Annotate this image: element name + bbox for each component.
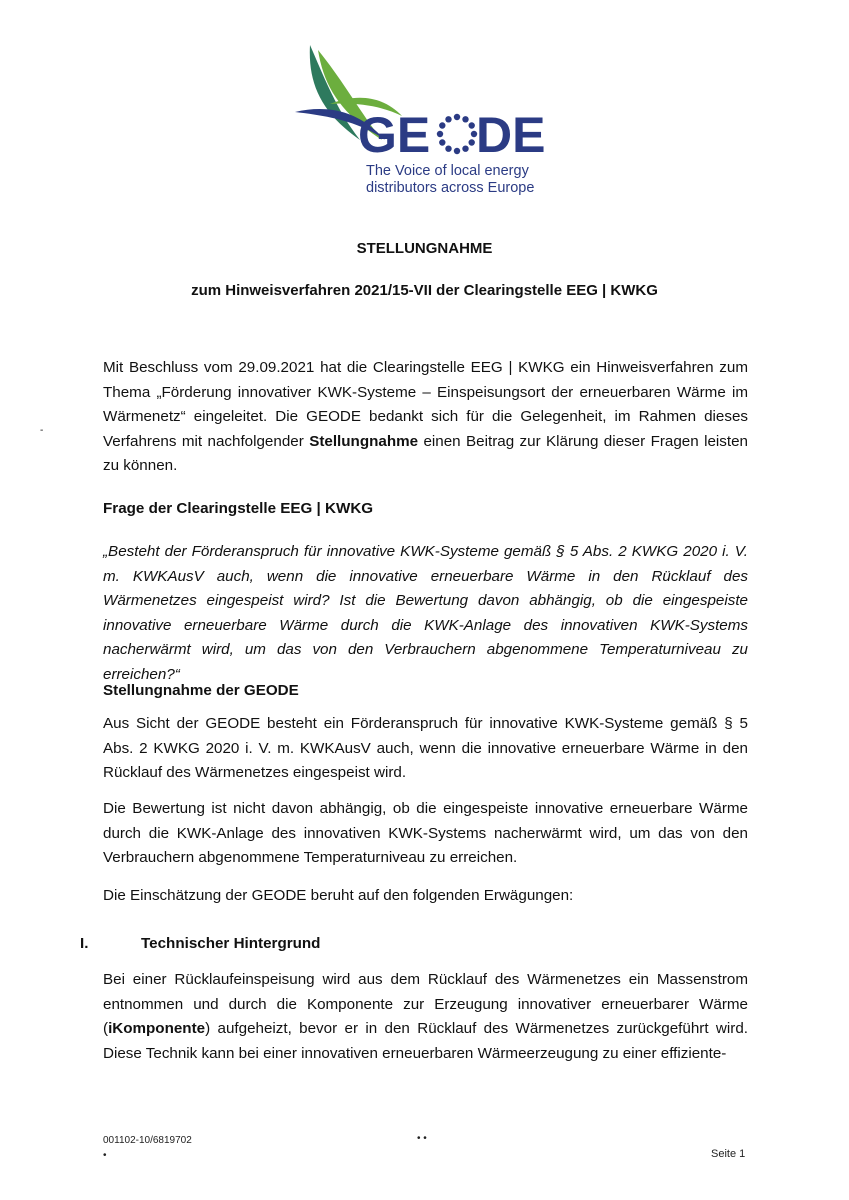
footer-center-bullets: • • xyxy=(417,1133,427,1144)
logo-star-ring xyxy=(437,114,477,154)
footer-page-number: Seite 1 xyxy=(711,1148,746,1160)
tagline-line-1: The Voice of local energy xyxy=(366,163,529,179)
answer-heading: Stellungnahme der GEODE xyxy=(103,682,299,699)
footer-bullet: • xyxy=(103,1150,107,1161)
document-subtitle: zum Hinweisverfahren 2021/15-VII der Clearingstelle EEG | KWKG xyxy=(191,282,658,299)
tagline-line-2: distributors across Europe xyxy=(366,180,535,196)
logo-tagline xyxy=(366,163,566,197)
answer-paragraph-2: Die Bewertung ist nicht davon abhängig, ob die eingespeiste innovative erneuerbare Wärme durch die KWK-Anlage des innovativen KWK-Systems nacherwärmt wird, um das von den Verbrauchern abgenommene Temperaturniveau zu erreichen. xyxy=(103,800,748,867)
margin-mark: - xyxy=(40,425,44,436)
intro-paragraph xyxy=(103,356,748,479)
question-heading: Frage der Clearingstelle EEG | KWKG xyxy=(103,500,374,517)
section-1-text-end: ) aufgeheizt, bevor er in den Rücklauf des Wärmenetzes zurückgeführt wird. Diese Technik kann bei einer innovativen erneuerbaren Wärmeerzeugung zu einer effiziente- xyxy=(103,1020,748,1062)
section-1-bold: iKomponente xyxy=(108,1020,206,1038)
intro-text-end: einen Beitrag zur Klärung dieser Fragen leisten zu können. xyxy=(103,432,749,475)
footer-doc-id: 001102-10/6819702 xyxy=(103,1135,192,1146)
logo-text-de: DE xyxy=(476,107,546,163)
logo-text-ge: GE xyxy=(358,107,431,163)
intro-text-start: Mit Beschluss vom 29.09.2021 hat die Clearingstelle EEG | KWKG ein Hinweisverfahren zum Thema „Förderung innovativer KWK-Systeme – Einspeisungsort der erneuerbaren Wärme im Wärmenetz“ eingeleitet. Die GEODE bedankt sich für die Gelegenheit, im Rahmen dieses Verfahrens mit nachfolgender xyxy=(103,359,748,450)
question-text: „Besteht der Förderanspruch für innovative KWK-Systeme gemäß § 5 Abs. 2 KWKG 2020 i. V. m. KWKAusV auch, wenn die innovative erneuerbare Wärme in den Rücklauf des Wärmenetzes eingespeist wird? Ist die Bewertung davon abhängig, ob die eingespeiste innovative erneuerbare Wärme durch die KWK-Anlage des innovativen KWK-Systems nacherwärmt wird, um das von den Verbrauchern abgenommene Temperaturniveau zu erreichen?“ xyxy=(103,543,748,683)
section-1-heading: Technischer Hintergrund xyxy=(141,935,321,952)
section-1-paragraph xyxy=(103,968,748,1066)
section-1-number: I. xyxy=(80,935,89,952)
answer-paragraph-1: Aus Sicht der GEODE besteht ein Förderanspruch für innovative KWK-Systeme gemäß § 5 Abs. 2 KWKG 2020 i. V. m. KWKAusV auch, wenn die innovative erneuerbare Wärme in den Rücklauf des Wärmenetzes eingespeist wird. xyxy=(103,715,748,782)
answer-paragraph-3: Die Einschätzung der GEODE beruht auf den folgenden Erwägungen: xyxy=(103,887,574,904)
document-title: STELLUNGNAHME xyxy=(356,240,493,257)
intro-bold: Stellungnahme xyxy=(309,432,419,450)
section-1-text-start: Bei einer Rücklaufeinspeisung wird aus dem Rücklauf des Wärmenetzes ein Massenstrom entnommen und durch die Komponente zur Erzeugung innovativer erneuerbarer Wärme ( xyxy=(103,971,748,1038)
